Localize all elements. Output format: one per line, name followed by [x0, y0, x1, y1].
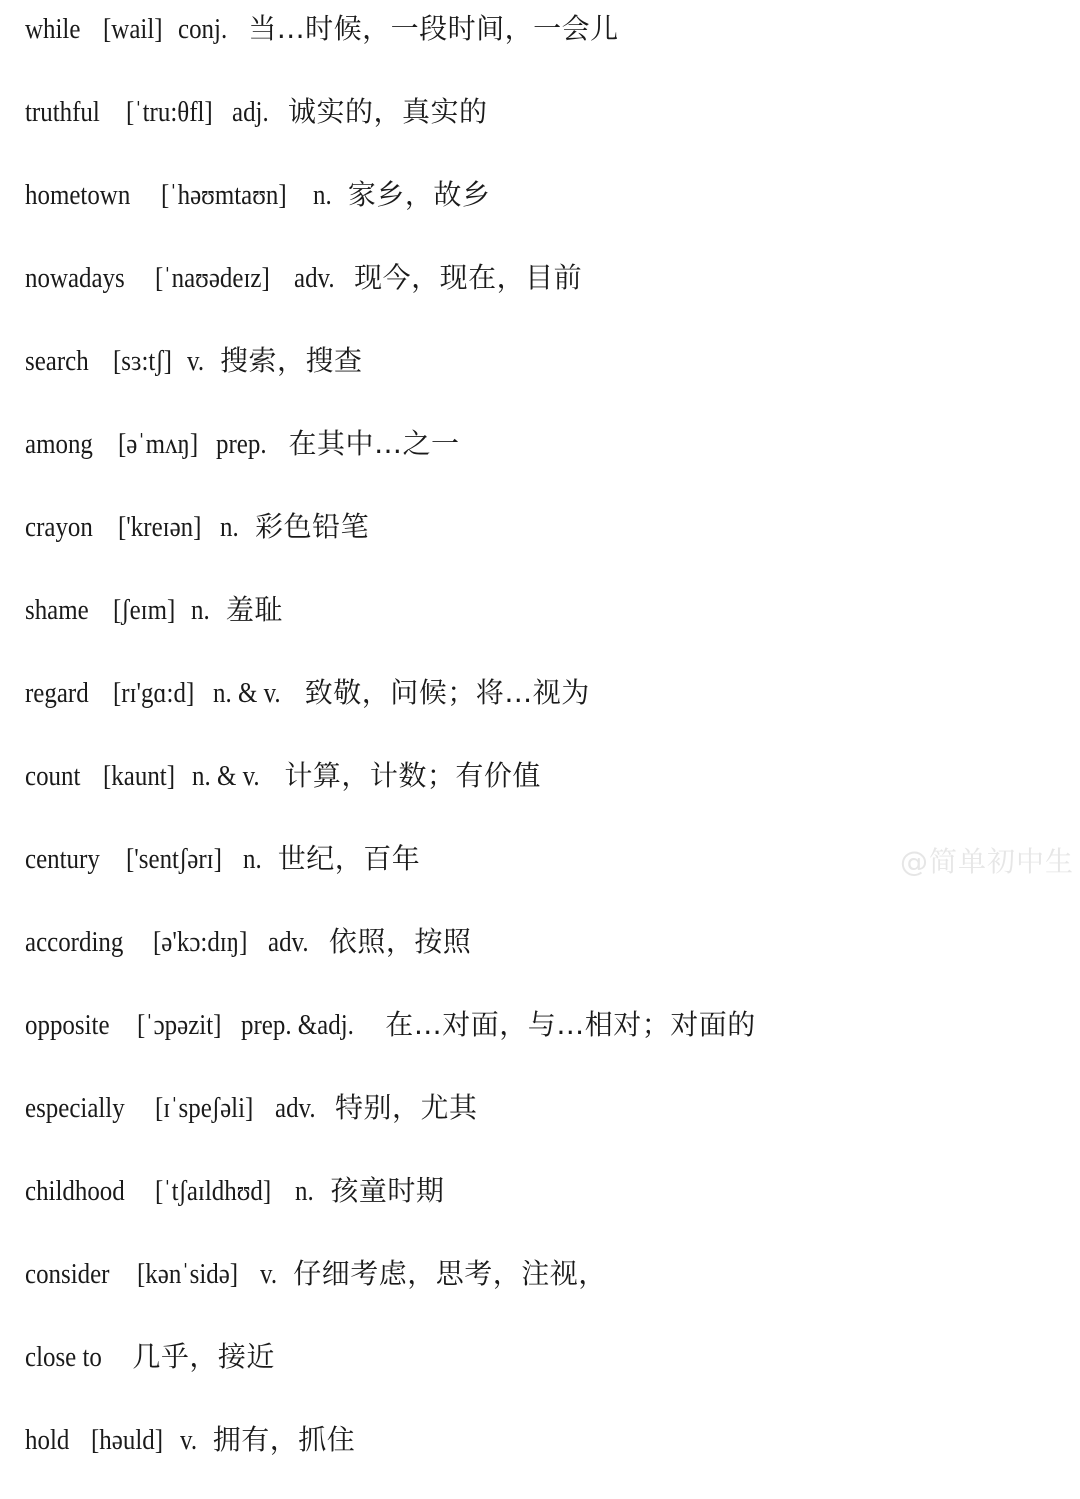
- entry-word: hometown: [25, 179, 131, 211]
- entry-word: nowadays: [25, 262, 125, 294]
- entry-phonetic: [ˈhəʊmtaʊn]: [161, 179, 288, 211]
- watermark: @简单初中生: [899, 845, 1074, 878]
- entry-meaning: 拥有，抓住: [212, 1423, 356, 1456]
- entry-part-of-speech: n. & v.: [212, 677, 281, 709]
- vocab-entry: [25, 166, 1065, 249]
- entry-part-of-speech: n.: [220, 511, 239, 543]
- entry-part-of-speech: v.: [186, 345, 204, 377]
- entry-phonetic: [ˈnaʊədeɪz]: [154, 262, 270, 294]
- entry-meaning: 孩童时期: [330, 1174, 445, 1207]
- vocab-entry: [25, 581, 1065, 664]
- vocab-entry: [25, 747, 1065, 830]
- entry-word: hold: [25, 1424, 70, 1456]
- entry-phonetic: ['sentʃərɪ]: [125, 843, 222, 875]
- entry-word: opposite: [25, 1009, 110, 1041]
- vocab-entry: [25, 1411, 1065, 1494]
- entry-phonetic: [wail]: [103, 13, 163, 45]
- entry-part-of-speech: adv.: [274, 1092, 316, 1124]
- entry-part-of-speech: n.: [190, 594, 210, 626]
- entry-phonetic: [rɪ'gɑ:d]: [113, 677, 195, 709]
- entry-phonetic: [ɪˈspeʃəli]: [154, 1092, 254, 1124]
- entry-meaning: 彩色铅笔: [255, 510, 370, 543]
- entry-word: according: [25, 926, 124, 958]
- entry-word: count: [25, 760, 81, 792]
- vocab-entry: [25, 498, 1065, 581]
- entry-part-of-speech: prep.: [216, 428, 267, 460]
- entry-meaning: 几乎，接近: [132, 1340, 275, 1373]
- entry-word: childhood: [25, 1175, 125, 1207]
- entry-word: close to: [25, 1341, 102, 1373]
- entry-meaning: 世纪，百年: [277, 842, 421, 875]
- vocab-entry: [25, 996, 1065, 1079]
- vocab-entry: [25, 1079, 1065, 1162]
- entry-phonetic: [həuld]: [90, 1424, 163, 1456]
- entry-meaning: 在…对面，与…相对；对面的: [385, 1008, 756, 1041]
- entry-word: search: [25, 345, 89, 377]
- entry-word: shame: [25, 594, 89, 626]
- entry-word: especially: [25, 1092, 125, 1124]
- vocab-entry: [25, 249, 1065, 332]
- entry-phonetic: [ə'kɔ:dɪŋ]: [153, 926, 248, 958]
- entry-phonetic: [ˈɔpəzit]: [137, 1009, 222, 1041]
- entry-meaning: 在其中…之一: [288, 427, 460, 460]
- vocab-entry: [25, 664, 1065, 747]
- entry-meaning: 特别，尤其: [335, 1091, 478, 1124]
- entry-meaning: 搜索，搜查: [220, 344, 363, 377]
- entry-part-of-speech: v.: [179, 1424, 197, 1456]
- entry-phonetic: [əˈmʌŋ]: [117, 428, 199, 460]
- entry-word: century: [25, 843, 100, 875]
- entry-part-of-speech: prep. &adj.: [240, 1009, 354, 1041]
- entry-word: crayon: [25, 511, 93, 543]
- entry-part-of-speech: n. & v.: [192, 760, 261, 792]
- vocab-entry: [25, 913, 1065, 996]
- entry-phonetic: [kaunt]: [103, 760, 176, 792]
- entry-meaning: 羞耻: [225, 593, 283, 626]
- vocab-entry: [25, 332, 1065, 415]
- entry-part-of-speech: n.: [295, 1175, 315, 1207]
- entry-phonetic: [kənˈsidə]: [137, 1258, 239, 1290]
- entry-part-of-speech: adj.: [232, 96, 269, 128]
- entry-meaning: 致敬，问候；将…视为: [304, 676, 590, 709]
- vocab-entry: [25, 1328, 1065, 1411]
- entry-part-of-speech: adv.: [268, 926, 309, 958]
- entry-word: consider: [25, 1258, 110, 1290]
- entry-meaning: 现今，现在，目前: [354, 261, 583, 294]
- vocabulary-list: [25, 0, 1065, 1494]
- entry-phonetic: [sɜ:tʃ]: [113, 345, 173, 377]
- vocab-entry: [25, 0, 1065, 83]
- entry-phonetic: [ˈtru:θfl]: [126, 96, 213, 128]
- entry-part-of-speech: v.: [260, 1258, 278, 1290]
- entry-phonetic: [ʃeɪm]: [113, 594, 176, 626]
- entry-meaning: 当...时候，一段时间，一会儿: [248, 12, 619, 45]
- entry-meaning: 计算，计数；有价值: [284, 759, 541, 792]
- entry-word: truthful: [25, 96, 100, 128]
- entry-word: while: [25, 13, 81, 45]
- entry-part-of-speech: conj.: [177, 13, 228, 45]
- entry-meaning: 诚实的，真实的: [288, 95, 488, 128]
- entry-word: regard: [25, 677, 89, 709]
- entry-phonetic: [ˈtʃaɪldhʊd]: [155, 1175, 272, 1207]
- entry-meaning: 仔细考虑，思考，注视，: [293, 1257, 607, 1290]
- entry-part-of-speech: n.: [312, 179, 332, 211]
- vocab-entry: [25, 1245, 1065, 1328]
- entry-part-of-speech: n.: [242, 843, 262, 875]
- entry-meaning: 依照，按照: [328, 925, 472, 958]
- entry-phonetic: ['kreɪən]: [117, 511, 202, 543]
- vocab-entry: [25, 1162, 1065, 1245]
- entry-meaning: 家乡，故乡: [347, 178, 491, 211]
- entry-part-of-speech: adv.: [293, 262, 335, 294]
- entry-word: among: [25, 428, 93, 460]
- vocab-entry: [25, 415, 1065, 498]
- vocab-entry: [25, 83, 1065, 166]
